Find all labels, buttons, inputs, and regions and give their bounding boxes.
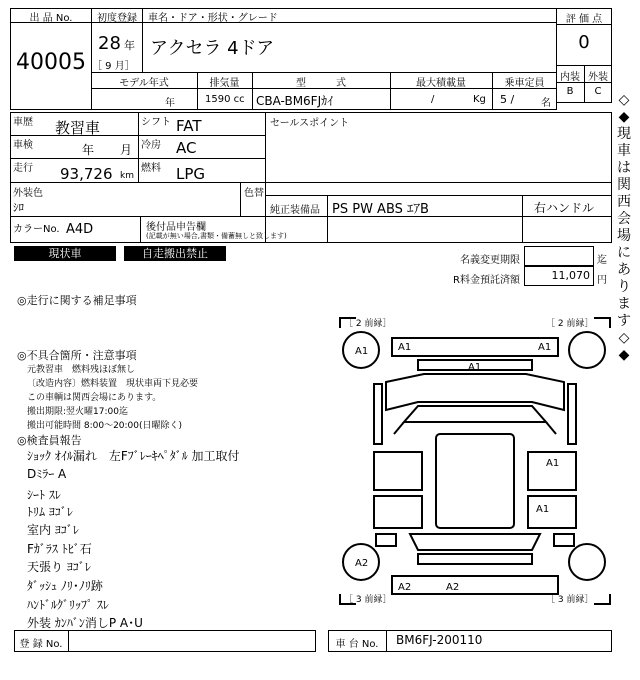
recycle-value: 11,070: [551, 269, 590, 282]
rear-left-tag: ［ 3 前縁］: [344, 595, 392, 605]
interior-grade: B: [566, 86, 574, 97]
model-label: 型 式: [296, 78, 346, 89]
inspector-line: ｼｮｯｸ ｵｲﾙ漏れ 左Fﾌﾞﾚｰｷﾍﾟﾀﾞﾙ 加工取付: [27, 449, 240, 463]
model-year-label: モデル年式: [119, 78, 169, 89]
displacement: 1590 cc: [205, 94, 245, 105]
aftermarket-label: 後付品申告欄: [146, 222, 206, 233]
inspector-line: 外装 ｶﾝﾊﾞﾝ消しP A･U: [27, 616, 143, 630]
defect-line: 搬出可能時間 8:00～20:00(日曜除く): [27, 421, 183, 431]
current-condition-badge: 現状車: [14, 246, 116, 261]
steering: 右ハンドル: [534, 201, 595, 215]
exterior-grade: C: [594, 86, 602, 97]
lot-number: 40005: [16, 50, 86, 75]
mark-hood: A1: [468, 362, 482, 373]
defect-line: 〔改造内容〕燃料装置 現状車両下見必要: [27, 379, 199, 389]
chassis-number: BM6FJ-200110: [396, 633, 483, 647]
ac: AC: [176, 139, 197, 157]
first-reg-label: 初度登録: [97, 13, 137, 24]
name-change-unit: 迄: [597, 255, 607, 266]
max-load-sep: /: [431, 94, 435, 105]
repaint-label: 色替: [244, 188, 264, 199]
inspector-label: ◎検査員報告: [17, 434, 82, 447]
chassis-label: 車 台 No.: [335, 639, 379, 650]
interior-label: 内装: [560, 72, 580, 83]
lot-number-label: 出 品 No.: [29, 13, 73, 24]
mileage-label: 走行: [13, 163, 33, 174]
defect-line: 元教習車 燃料残ほぼ無し: [27, 365, 136, 375]
equipment: PS PW ABS ｴｱB: [332, 202, 429, 217]
sales-point-label: セールスポイント: [270, 118, 350, 129]
color-no: A4D: [66, 222, 94, 237]
capacity-label: 乗車定員: [504, 78, 545, 89]
recycle-unit: 円: [597, 275, 607, 286]
capacity: 5 /: [500, 93, 515, 106]
history-label: 車歴: [13, 117, 33, 128]
score: 0: [578, 32, 590, 53]
defects-label: ◎不具合箇所・注意事項: [17, 349, 137, 362]
fuel: LPG: [176, 165, 206, 183]
car-name-label: 車名・ドア・形状・グレード: [148, 13, 278, 24]
front-right-tag: ［ 2 前縁］: [546, 319, 594, 329]
inspector-line: ﾄﾘﾑ ﾖｺﾞﾚ: [27, 505, 73, 519]
recycle-label: R料金預託済額: [453, 275, 520, 286]
max-load-label: 最大積載量: [416, 78, 466, 89]
year-unit: 年: [124, 39, 135, 52]
front-left-tag: ［ 2 前縁］: [344, 319, 392, 329]
inspection-month: 月: [120, 143, 133, 157]
mileage: 93,726: [60, 165, 113, 183]
capacity-unit: 名: [541, 98, 551, 109]
ac-label: 冷房: [141, 140, 161, 151]
first-reg-month: ［ 9 月］: [92, 61, 135, 72]
equipment-label: 純正装備品: [270, 205, 320, 216]
name-change-field: [524, 246, 594, 266]
max-load-unit: Kg: [473, 94, 486, 105]
color-no-label: カラーNo.: [13, 224, 60, 235]
mark-rear-bumper-right: A2: [446, 582, 460, 593]
ext-color-label: 外装色: [13, 188, 43, 199]
mark-fl-wheel: A1: [355, 346, 369, 357]
inspection-year: 年: [82, 143, 95, 157]
mark-right-quarter: A1: [536, 504, 550, 515]
inspector-line: Fｶﾞﾗｽ ﾄﾋﾞ石: [27, 542, 92, 556]
no-self-driving-badge: 自走搬出禁止: [124, 246, 226, 261]
model-year-unit: 年: [165, 98, 175, 109]
first-reg-year: 28: [98, 33, 121, 54]
history: 教習車: [55, 119, 101, 137]
mark-right-rear-door: A1: [546, 458, 560, 469]
car-damage-diagram: [336, 314, 614, 608]
mark-rear-bumper-left: A2: [398, 582, 412, 593]
car-name: アクセラ 4ドア: [150, 38, 275, 59]
shift-label: シフト: [141, 117, 171, 128]
mileage-unit: km: [120, 171, 134, 181]
inspector-line: Dﾐﾗｰ A: [27, 467, 67, 481]
score-label: 評 価 点: [565, 14, 603, 25]
mark-front-bumper-left: A1: [398, 342, 412, 353]
model-code: CBA-BM6FJｶｲ: [256, 94, 334, 108]
reg-no-label: 登 録 No.: [19, 639, 63, 650]
inspector-line: 天張り ﾖｺﾞﾚ: [27, 560, 91, 574]
defect-line: この車輌は関西会場にあります。: [27, 393, 162, 403]
inspector-line: ﾀﾞｯｼｭ ﾉﾘ･ﾉﾘ跡: [27, 579, 103, 593]
driving-notes-label: ◎走行に関する補足事項: [17, 294, 137, 307]
shift: FAT: [176, 117, 202, 135]
inspector-line: ﾊﾝﾄﾞﾙｸﾞﾘｯﾌﾟ ｽﾚ: [27, 598, 109, 612]
inspection-label: 車検: [13, 140, 33, 151]
ext-color: ｼﾛ: [13, 201, 24, 214]
fuel-label: 燃料: [141, 163, 161, 174]
aftermarket-note: (記載が無い場合,書類・備蓄無しと致します): [146, 232, 287, 240]
rear-right-tag: ［ 3 前縁］: [546, 595, 594, 605]
displacement-label: 排気量: [209, 78, 240, 89]
location-notice: ◇ ◆ 現 車 は 関 西 会 場 に あ り ま す ◇ ◆: [617, 92, 631, 363]
name-change-label: 名義変更期限: [460, 255, 520, 266]
mark-rl-wheel: A2: [355, 558, 369, 569]
mark-front-bumper-right: A1: [538, 342, 552, 353]
inspector-line: 室内 ﾖｺﾞﾚ: [27, 523, 79, 537]
exterior-label: 外装: [588, 72, 608, 83]
inspector-line: ｼｰﾄ ｽﾚ: [27, 488, 61, 502]
defect-line: 搬出期限:翌火曜17:00迄: [27, 407, 128, 417]
